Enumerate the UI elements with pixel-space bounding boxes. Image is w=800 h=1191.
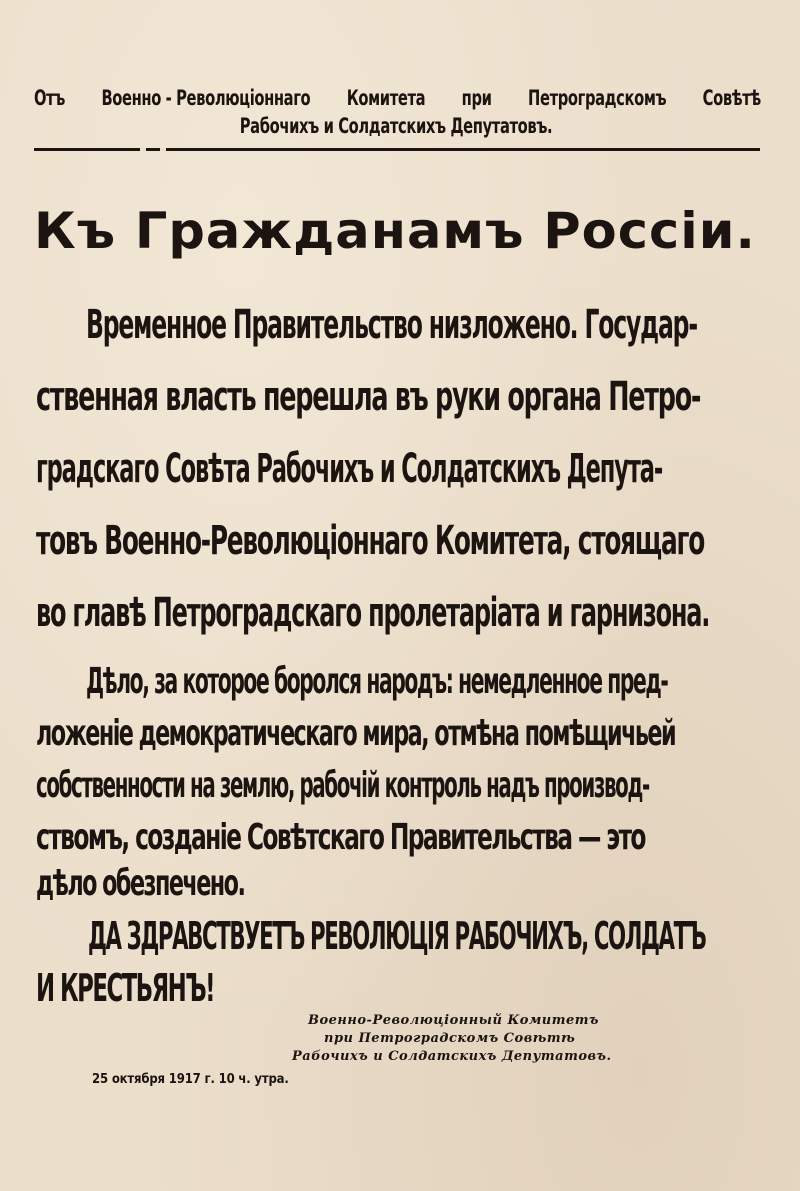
paragraph-3-line: И КРЕСТЬЯНЪ!	[36, 966, 215, 1010]
signature-line: Военно-Революцiонный Комитетъ	[308, 1013, 599, 1028]
paragraph-1-line: товъ Военно-Революцiоннаго Комитета, стоящаго	[36, 518, 704, 564]
paragraph-2-line: Дѣло, за которое боролся народъ: немедленное пред-	[86, 661, 668, 702]
paragraph-2-line: ложенiе демократическаго мира, отмѣна помѣщичьей	[36, 713, 676, 754]
signature	[292, 1012, 772, 1066]
header-word: Военно - Революцiоннаго	[101, 86, 311, 110]
header-word: при	[461, 86, 492, 110]
paragraph-1-line: ственная власть перешла въ руки органа Петро-	[36, 374, 701, 420]
paragraph-2-line: дѣло обезпечено.	[36, 863, 245, 904]
paragraph-2-line: собственности на землю, рабочiй контроль надъ производ-	[36, 765, 649, 806]
header-line-2: Рабочихъ и Солдатскихъ Депутатовъ.	[239, 114, 553, 138]
signature-line: Рабочихъ и Солдатскихъ Депутатовъ.	[292, 1049, 612, 1064]
paragraph-1-line: во главѣ Петроградскаго пролетарiата и гарнизона.	[36, 590, 710, 636]
date-line: 25 октября 1917 г. 10 ч. утра.	[92, 1072, 289, 1087]
header-word: Комитета	[346, 86, 426, 110]
header-line-1	[34, 84, 761, 112]
paragraph-2-line: ствомъ, созданiе Совѣтскаго Правительства — это	[36, 817, 645, 858]
header-word: Отъ	[34, 86, 65, 110]
page-title: Къ Гражданамъ Россiи.	[34, 202, 756, 260]
paragraph-1-line: градскаго Совѣта Рабочихъ и Солдатскихъ Депута-	[36, 446, 663, 492]
header-rule	[34, 148, 760, 151]
paragraph-3-line: ДА ЗДРАВСТВУЕТЪ РЕВОЛЮЦIЯ РАБОЧИХЪ, СОЛДАТЪ	[88, 914, 706, 958]
header	[34, 84, 762, 140]
signature-line: при Петроградскомъ Совѣтѣ	[324, 1031, 576, 1046]
header-word: Совѣтѣ	[702, 86, 761, 110]
paragraph-1-line: Временное Правительство низложено. Государ-	[86, 302, 697, 348]
header-word: Петроградскомъ	[528, 86, 667, 110]
